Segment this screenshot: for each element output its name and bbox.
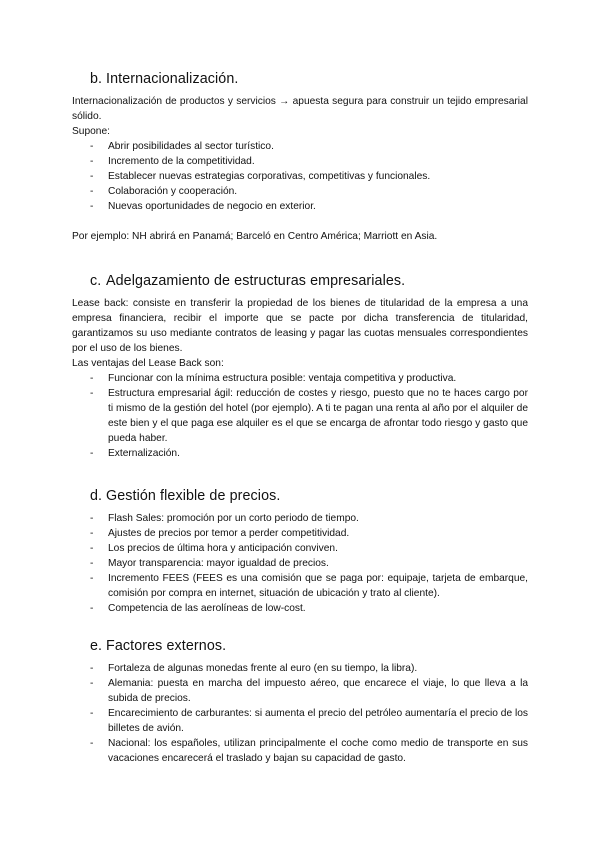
list-item: [72, 556, 528, 571]
section-lead: Supone:: [72, 126, 110, 137]
list-item: [72, 199, 528, 214]
list-item-text: Ajustes de precios por temor a perder competitividad.: [108, 528, 350, 539]
bullet-dash: -: [90, 558, 94, 569]
bullet-list: [72, 139, 528, 214]
bullet-dash: -: [90, 708, 94, 719]
list-item-text: Funcionar con la mínima estructura posible: ventaja competitiva y productiva.: [108, 373, 457, 384]
section-intro: Lease back: consiste en transferir la propiedad de los bienes de titularidad de la empresa a una empresa financiera, recibir el importe que se pacte por dicha transferencia de titularidad, garantizamos su uso mediante contratos de leasing y pagar las cuotas mensuales correspondientes por el uso de los bienes.: [72, 298, 528, 354]
list-item: [72, 511, 528, 526]
section-adelgazamiento: [72, 272, 528, 461]
list-item: [72, 526, 528, 541]
list-item-text: Encarecimiento de carburantes: si aumenta el precio del petróleo aumentaría el precio de los billetes de avión.: [108, 708, 528, 734]
list-item-text: Fortaleza de algunas monedas frente al euro (en su tiempo, la libra).: [108, 663, 418, 674]
section-marker: d.: [90, 488, 103, 504]
section-intro: Internacionalización de productos y servicios → apuesta segura para construir un tejido empresarial sólido.: [72, 96, 528, 122]
list-item: [72, 184, 528, 199]
list-item-text: Los precios de última hora y anticipación conviven.: [108, 543, 338, 554]
bullet-dash: -: [90, 448, 94, 459]
section-outro: Por ejemplo: NH abrirá en Panamá; Barceló en Centro América; Marriott en Asia.: [72, 231, 438, 242]
list-item-text: Estructura empresarial ágil: reducción de costes y riesgo, puesto que no te haces cargo por ti mismo de la gestión del hotel (por ejemplo). A ti te pagan una renta al año por el alquiler de este bien y el que paga ese alquiler es el que se encarga de afrontar todo riesgo y gasto que pueda haber.: [108, 388, 528, 444]
section-heading: [90, 70, 528, 88]
bullet-dash: -: [90, 171, 94, 182]
list-item-text: Incremento FEES (FEES es una comisión que se paga por: equipaje, tarjeta de embarque, comisión por compra en internet, situación de ubicación y trato al cliente).: [108, 573, 528, 599]
section-gestion-precios: [72, 487, 528, 616]
list-item: [72, 139, 528, 154]
list-item-text: Nacional: los españoles, utilizan principalmente el coche como medio de transporte en sus vacaciones encarecerá el traslado y bajan su capacidad de gasto.: [108, 738, 528, 764]
list-item: [72, 676, 528, 706]
list-item-text: Establecer nuevas estrategias corporativas, competitivas y funcionales.: [108, 171, 431, 182]
list-item: [72, 169, 528, 184]
section-factores-externos: [72, 637, 528, 766]
section-marker: b.: [90, 71, 103, 87]
bullet-dash: -: [90, 141, 94, 152]
bullet-dash: -: [90, 543, 94, 554]
section-title: Adelgazamiento de estructuras empresariales.: [106, 273, 406, 289]
section-title: Internacionalización.: [106, 71, 239, 87]
section-title: Factores externos.: [106, 638, 227, 654]
list-item: [72, 386, 528, 446]
list-item: [72, 706, 528, 736]
list-item-text: Colaboración y cooperación.: [108, 186, 238, 197]
bullet-dash: -: [90, 663, 94, 674]
bullet-dash: -: [90, 738, 94, 749]
list-item-text: Mayor transparencia: mayor igualdad de precios.: [108, 558, 329, 569]
list-item: [72, 154, 528, 169]
bullet-dash: -: [90, 156, 94, 167]
section-heading: [90, 272, 528, 290]
section-heading: [90, 487, 528, 505]
list-item-text: Competencia de las aerolíneas de low-cost.: [108, 603, 306, 614]
bullet-dash: -: [90, 388, 94, 399]
list-item: [72, 736, 528, 766]
bullet-list: [72, 661, 528, 766]
section-heading: [90, 637, 528, 655]
list-item-text: Abrir posibilidades al sector turístico.: [108, 141, 274, 152]
bullet-dash: -: [90, 528, 94, 539]
list-item-text: Nuevas oportunidades de negocio en exterior.: [108, 201, 316, 212]
list-item-text: Flash Sales: promoción por un corto periodo de tiempo.: [108, 513, 359, 524]
list-item-text: Alemania: puesta en marcha del impuesto aéreo, que encarece el viaje, lo que lleva a la subida de precios.: [108, 678, 528, 704]
list-item-text: Externalización.: [108, 448, 180, 459]
list-item-text: Incremento de la competitividad.: [108, 156, 255, 167]
section-lead: Las ventajas del Lease Back son:: [72, 358, 224, 369]
list-item: [72, 661, 528, 676]
bullet-dash: -: [90, 201, 94, 212]
bullet-list: [72, 511, 528, 616]
list-item: [72, 371, 528, 386]
section-marker: e.: [90, 638, 103, 654]
bullet-list: [72, 371, 528, 461]
list-item: [72, 601, 528, 616]
list-item: [72, 571, 528, 601]
bullet-dash: -: [90, 373, 94, 384]
bullet-dash: -: [90, 513, 94, 524]
section-marker: c.: [90, 273, 102, 289]
list-item: [72, 446, 528, 461]
bullet-dash: -: [90, 603, 94, 614]
section-internacionalizacion: [72, 70, 528, 244]
bullet-dash: -: [90, 186, 94, 197]
bullet-dash: -: [90, 573, 94, 584]
bullet-dash: -: [90, 678, 94, 689]
list-item: [72, 541, 528, 556]
section-title: Gestión flexible de precios.: [106, 488, 281, 504]
